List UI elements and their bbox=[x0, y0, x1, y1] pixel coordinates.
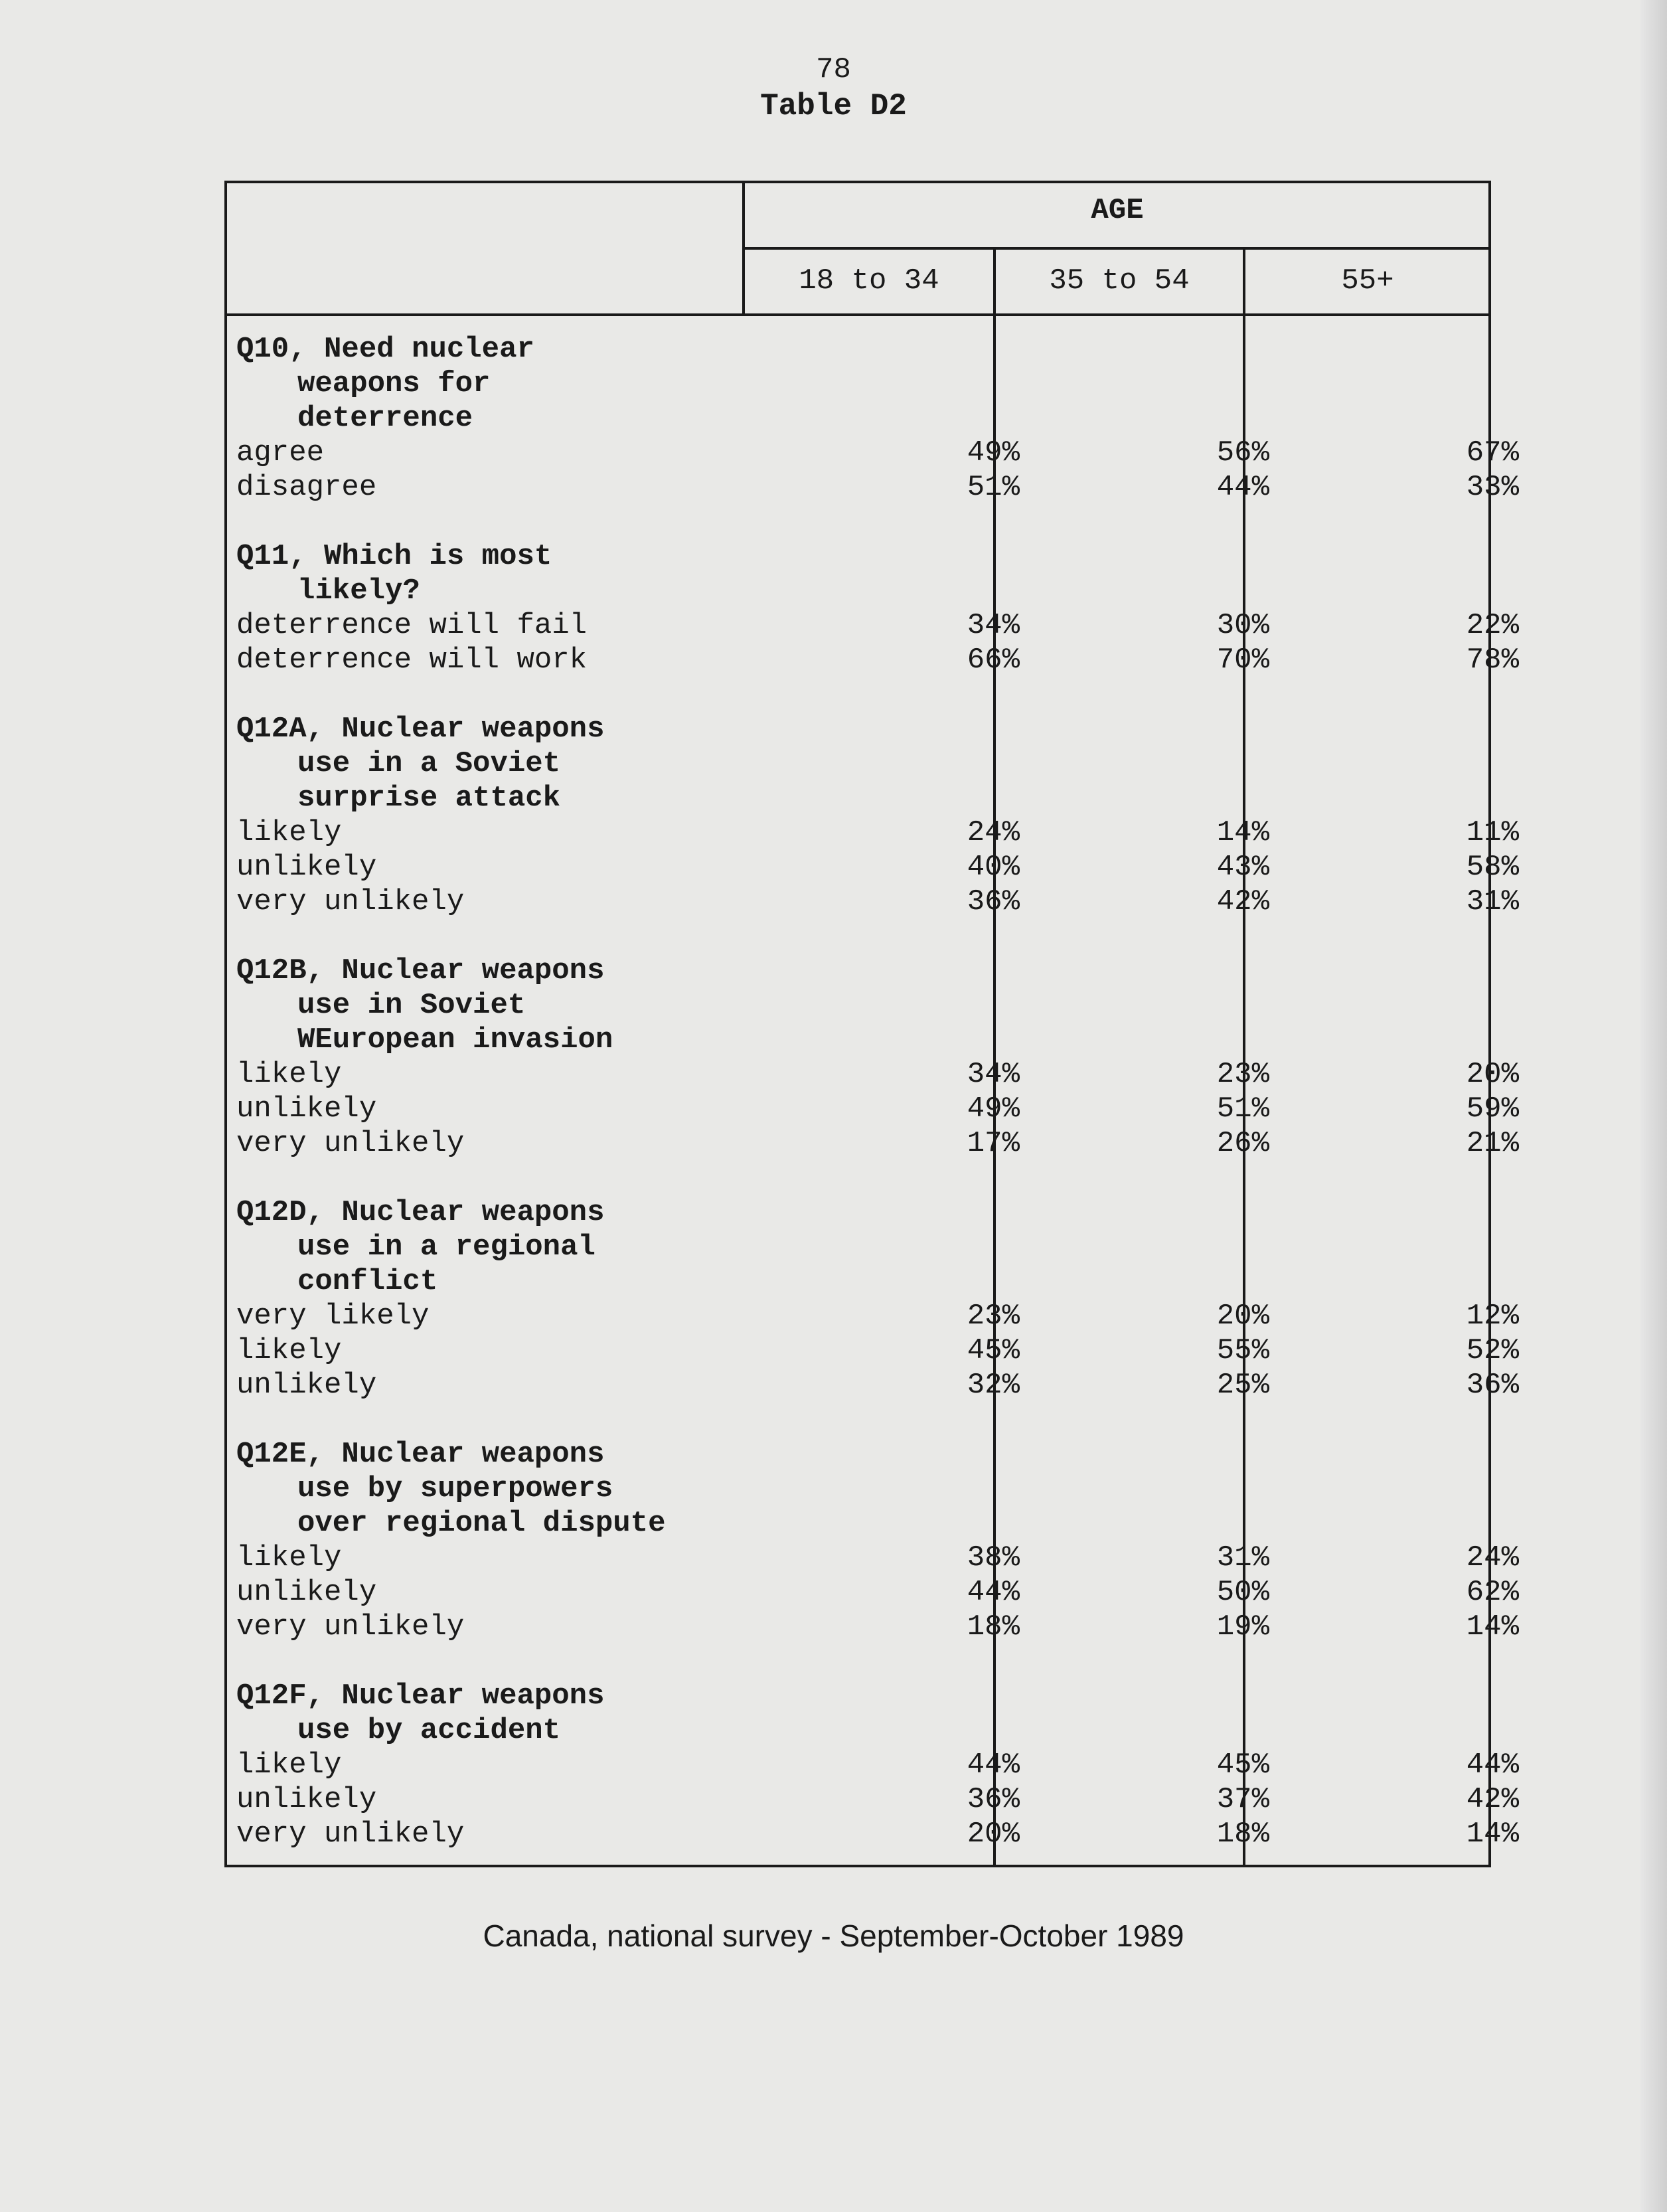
percent-cell: 20% bbox=[967, 1818, 1020, 1851]
question-heading bbox=[236, 367, 1484, 401]
question-text: over regional dispute bbox=[297, 1507, 666, 1540]
response-label: likely bbox=[236, 1748, 342, 1782]
question-text: surprise attack bbox=[297, 782, 561, 815]
table-row bbox=[236, 1817, 1519, 1851]
question-heading bbox=[236, 1195, 1484, 1230]
table-row bbox=[236, 1541, 1519, 1575]
percent-cell: 56% bbox=[1216, 436, 1269, 469]
response-label: very unlikely bbox=[236, 1818, 465, 1851]
percent-cell: 59% bbox=[1466, 1092, 1519, 1126]
percent-cell: 66% bbox=[967, 643, 1020, 677]
response-label: likely bbox=[236, 816, 342, 849]
percent-cell: 24% bbox=[1466, 1541, 1519, 1574]
percent-cell: 25% bbox=[1216, 1369, 1269, 1402]
percent-cell: 17% bbox=[967, 1127, 1020, 1160]
table-row bbox=[236, 1368, 1519, 1403]
percent-cell: 55% bbox=[1216, 1334, 1269, 1367]
percent-cell: 44% bbox=[967, 1748, 1020, 1782]
question-text: Q11, Which is most bbox=[236, 540, 552, 573]
question-text: use by superpowers bbox=[297, 1472, 613, 1505]
response-label: likely bbox=[236, 1334, 342, 1367]
question-text: use in a Soviet bbox=[297, 747, 561, 780]
response-label: very likely bbox=[236, 1300, 430, 1333]
percent-cell: 20% bbox=[1466, 1058, 1519, 1091]
percent-cell: 43% bbox=[1216, 851, 1269, 884]
percent-cell: 14% bbox=[1216, 816, 1269, 849]
table-row bbox=[236, 1057, 1519, 1092]
question-heading bbox=[236, 1230, 1484, 1264]
percent-cell: 37% bbox=[1216, 1783, 1269, 1816]
question-text: Q12B, Nuclear weapons bbox=[236, 954, 605, 987]
percent-cell: 45% bbox=[1216, 1748, 1269, 1782]
table-row bbox=[236, 1610, 1519, 1644]
column-header-18-34: 18 to 34 bbox=[799, 264, 939, 298]
question-text: use in Soviet bbox=[297, 989, 526, 1022]
percent-cell: 23% bbox=[967, 1300, 1020, 1333]
question-heading bbox=[236, 1437, 1484, 1472]
table-row bbox=[236, 885, 1519, 919]
percent-cell: 50% bbox=[1216, 1576, 1269, 1609]
response-label: likely bbox=[236, 1058, 342, 1091]
response-label: likely bbox=[236, 1541, 342, 1574]
question-heading bbox=[236, 1713, 1484, 1748]
question-text: Q12F, Nuclear weapons bbox=[236, 1679, 605, 1713]
question-text: likely? bbox=[297, 574, 420, 608]
percent-cell: 34% bbox=[967, 1058, 1020, 1091]
percent-cell: 49% bbox=[967, 1092, 1020, 1126]
percent-cell: 21% bbox=[1466, 1127, 1519, 1160]
question-heading bbox=[236, 954, 1484, 988]
question-text: weapons for bbox=[297, 367, 491, 400]
percent-cell: 44% bbox=[967, 1576, 1020, 1609]
percent-cell: 14% bbox=[1466, 1610, 1519, 1644]
percent-cell: 36% bbox=[967, 885, 1020, 918]
response-label: unlikely bbox=[236, 1369, 377, 1402]
percent-cell: 42% bbox=[1216, 885, 1269, 918]
percent-cell: 30% bbox=[1216, 609, 1269, 642]
question-text: conflict bbox=[297, 1265, 438, 1298]
table-row bbox=[236, 815, 1519, 850]
percent-cell: 18% bbox=[967, 1610, 1020, 1644]
table-row bbox=[236, 1333, 1519, 1368]
question-heading bbox=[236, 539, 1484, 574]
percent-cell: 24% bbox=[967, 816, 1020, 849]
table-row bbox=[236, 1126, 1519, 1161]
table-rule-age-header bbox=[744, 247, 1491, 250]
page-number: 78 bbox=[816, 53, 851, 86]
response-label: unlikely bbox=[236, 1783, 377, 1816]
table-rule-header-bottom bbox=[224, 313, 1491, 316]
question-heading bbox=[236, 574, 1484, 608]
percent-cell: 22% bbox=[1466, 609, 1519, 642]
response-label: unlikely bbox=[236, 1092, 377, 1126]
table-row bbox=[236, 1748, 1519, 1782]
question-heading bbox=[236, 746, 1484, 781]
response-label: unlikely bbox=[236, 1576, 377, 1609]
percent-cell: 42% bbox=[1466, 1783, 1519, 1816]
percent-cell: 38% bbox=[967, 1541, 1020, 1574]
question-heading bbox=[236, 1472, 1484, 1506]
percent-cell: 36% bbox=[1466, 1369, 1519, 1402]
percent-cell: 19% bbox=[1216, 1610, 1269, 1644]
age-group-header: AGE bbox=[1091, 194, 1144, 227]
percent-cell: 34% bbox=[967, 609, 1020, 642]
percent-cell: 45% bbox=[967, 1334, 1020, 1367]
question-text: Q12D, Nuclear weapons bbox=[236, 1196, 605, 1229]
question-heading bbox=[236, 781, 1484, 815]
percent-cell: 51% bbox=[967, 471, 1020, 504]
response-label: very unlikely bbox=[236, 1127, 465, 1160]
percent-cell: 51% bbox=[1216, 1092, 1269, 1126]
table-row bbox=[236, 850, 1519, 885]
response-label: deterrence will work bbox=[236, 643, 588, 677]
question-text: Q12E, Nuclear weapons bbox=[236, 1438, 605, 1471]
percent-cell: 20% bbox=[1216, 1300, 1269, 1333]
percent-cell: 32% bbox=[967, 1369, 1020, 1402]
question-heading bbox=[236, 1679, 1484, 1713]
column-header-35-54: 35 to 54 bbox=[1049, 264, 1190, 298]
percent-cell: 62% bbox=[1466, 1576, 1519, 1609]
table-row bbox=[236, 436, 1519, 470]
response-label: agree bbox=[236, 436, 325, 469]
question-text: WEuropean invasion bbox=[297, 1023, 613, 1057]
column-header-55-plus: 55+ bbox=[1341, 264, 1394, 298]
percent-cell: 11% bbox=[1466, 816, 1519, 849]
table-row bbox=[236, 1575, 1519, 1610]
percent-cell: 33% bbox=[1466, 471, 1519, 504]
percent-cell: 44% bbox=[1466, 1748, 1519, 1782]
question-heading bbox=[236, 1264, 1484, 1299]
question-text: Q10, Need nuclear bbox=[236, 333, 534, 366]
question-text: Q12A, Nuclear weapons bbox=[236, 713, 605, 746]
response-label: unlikely bbox=[236, 851, 377, 884]
table-row bbox=[236, 1092, 1519, 1126]
table-row bbox=[236, 470, 1519, 505]
question-text: use in a regional bbox=[297, 1231, 595, 1264]
table-row bbox=[236, 1782, 1519, 1817]
percent-cell: 23% bbox=[1216, 1058, 1269, 1091]
percent-cell: 40% bbox=[967, 851, 1020, 884]
percent-cell: 31% bbox=[1466, 885, 1519, 918]
percent-cell: 26% bbox=[1216, 1127, 1269, 1160]
percent-cell: 12% bbox=[1466, 1300, 1519, 1333]
question-heading bbox=[236, 401, 1484, 436]
percent-cell: 18% bbox=[1216, 1818, 1269, 1851]
percent-cell: 58% bbox=[1466, 851, 1519, 884]
question-text: use by accident bbox=[297, 1714, 561, 1747]
response-label: very unlikely bbox=[236, 1610, 465, 1644]
table-row bbox=[236, 643, 1519, 677]
percent-cell: 67% bbox=[1466, 436, 1519, 469]
percent-cell: 52% bbox=[1466, 1334, 1519, 1367]
percent-cell: 44% bbox=[1216, 471, 1269, 504]
table-row bbox=[236, 1299, 1519, 1333]
response-label: disagree bbox=[236, 471, 377, 504]
response-label: very unlikely bbox=[236, 885, 465, 918]
question-heading bbox=[236, 1023, 1484, 1057]
question-heading bbox=[236, 332, 1484, 367]
question-heading bbox=[236, 712, 1484, 746]
percent-cell: 31% bbox=[1216, 1541, 1269, 1574]
table-row bbox=[236, 608, 1519, 643]
source-note: Canada, national survey - September-October 1989 bbox=[483, 1918, 1184, 1953]
question-heading bbox=[236, 988, 1484, 1023]
table-title: Table D2 bbox=[760, 89, 907, 124]
percent-cell: 36% bbox=[967, 1783, 1020, 1816]
response-label: deterrence will fail bbox=[236, 609, 588, 642]
question-text: deterrence bbox=[297, 402, 473, 435]
percent-cell: 78% bbox=[1466, 643, 1519, 677]
percent-cell: 70% bbox=[1216, 643, 1269, 677]
percent-cell: 14% bbox=[1466, 1818, 1519, 1851]
question-heading bbox=[236, 1506, 1484, 1541]
page-edge-shadow bbox=[1640, 0, 1667, 2212]
percent-cell: 49% bbox=[967, 436, 1020, 469]
